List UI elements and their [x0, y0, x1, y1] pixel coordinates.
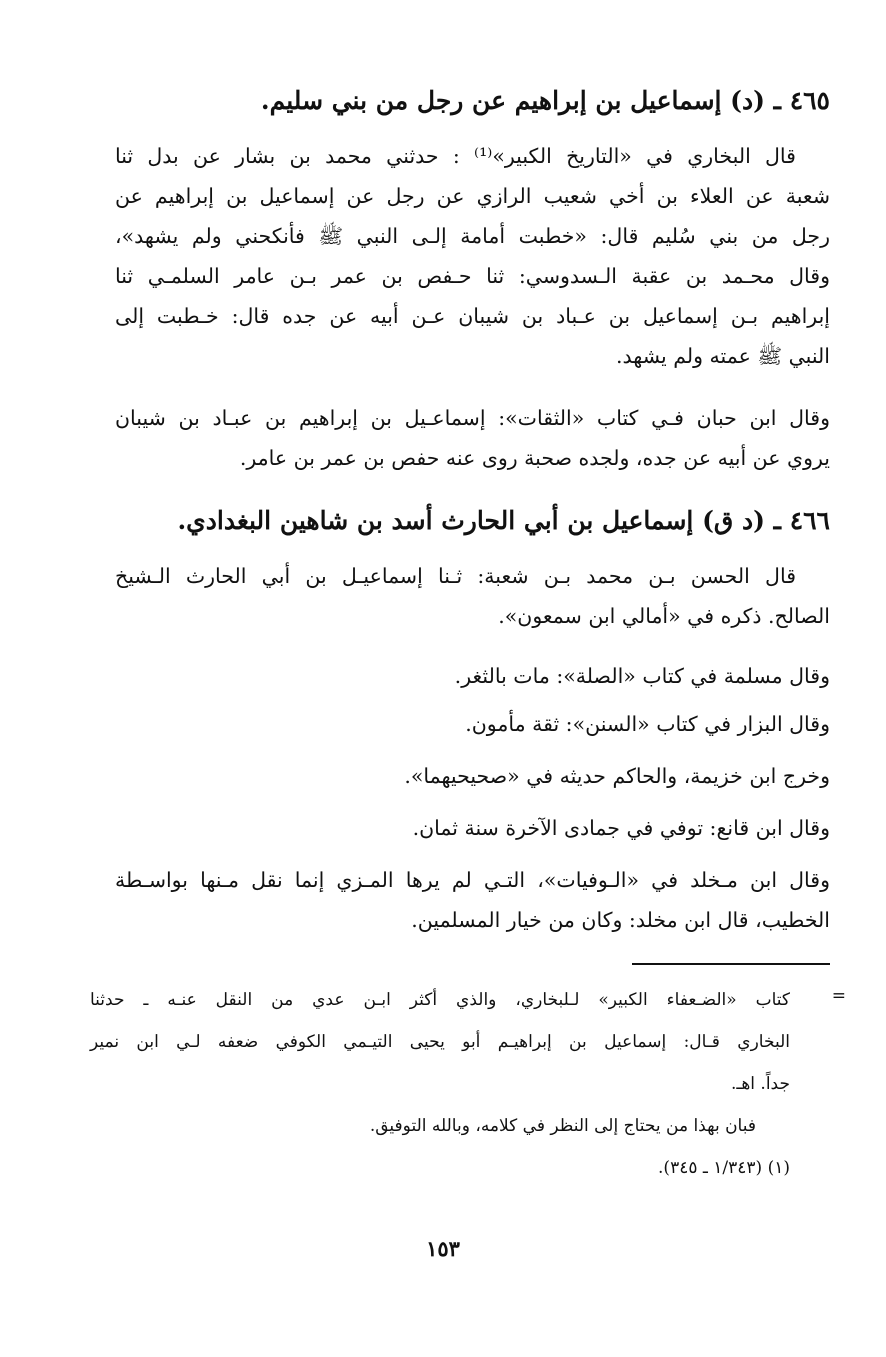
- entry-466-paragraph-4: [115, 756, 830, 796]
- entry-466-heading: [115, 502, 830, 540]
- entry-466-paragraph-3: [115, 704, 830, 744]
- footnote-line: جداً. اهـ.: [730, 1074, 790, 1094]
- entry-heading-text: ٤٦٥ ـ (د) إسماعيل بن إبراهيم عن رجل من بني سليم.: [260, 86, 830, 115]
- text-line: وقال البزار في كتاب «السنن»: ثقة مأمون.: [465, 712, 830, 736]
- text-line: النبي ﷺ عمته ولم يشهد.: [616, 344, 830, 368]
- footnote-line: فبان بهذا من يحتاج إلى النظر في كلامه، وبالله التوفيق.: [369, 1116, 756, 1136]
- text-line: وخرج ابن خزيمة، والحاكم حديثه في «صحيحيهما».: [404, 764, 830, 788]
- text-line: الصالح. ذكره في «أمالي ابن سمعون».: [498, 604, 830, 628]
- entry-466-paragraph-5: [115, 808, 830, 848]
- text-line: وقال مسلمة في كتاب «الصلة»: مات بالثغر.: [454, 664, 830, 688]
- text-line: وقال ابن قانع: توفي في جمادى الآخرة سنة ثمان.: [412, 816, 830, 840]
- footnote-line: كتاب «الضـعفاء الكبير» لـلبخاري، والذي أكثر ابـن عدي من النقل عنـه ـ حدثنا: [90, 990, 790, 1010]
- text-line: قال البخاري في «التاريخ الكبير»⁽¹⁾ : حدثني محمد بن بشار عن بدل ثنا: [115, 144, 796, 168]
- text-line: وقال ابن مـخلد في «الـوفيات»، التـي لم يرها المـزي إنما نقل مـنها بواسـطة: [115, 868, 830, 892]
- text-line: إبراهيم بـن إسماعيل بن عـباد بن شيبان عـن أبيه عن جده قال: خـطبت إلى: [115, 304, 830, 328]
- page-number: ١٥٣: [426, 1236, 460, 1261]
- footnote-continuation: [90, 979, 790, 1189]
- entry-heading-text: ٤٦٦ ـ (د ق) إسماعيل بن أبي الحارث أسد بن شاهين البغدادي.: [177, 506, 830, 535]
- footnote-continuation-mark: =: [831, 986, 846, 1006]
- text-line: الخطيب، قال ابن مخلد: وكان من خيار المسلمين.: [411, 908, 830, 932]
- footnote-divider: [632, 963, 830, 965]
- text-line: وقال محـمد بن عقبة الـسدوسي: ثنا حـفص بن عمر بـن عامر السلمـي ثنا: [115, 264, 830, 288]
- entry-465-paragraph-2: [115, 398, 830, 478]
- text-line: يروي عن أبيه عن جده، ولجده صحبة روى عنه حفص بن عمر بن عامر.: [239, 446, 830, 470]
- text-line: رجل من بني سُليم قال: «خطبت أمامة إلـى النبي ﷺ فأنكحني ولم يشهد»،: [115, 224, 830, 248]
- text-line: قال الحسن بـن محمد بـن شعبة: ثـنا إسماعيـل بن أبي الحارث الـشيخ: [115, 564, 796, 588]
- text-line: وقال ابن حبان فـي كتاب «الثقات»: إسماعـيل بن إبراهيم بن عبـاد بن شيبان: [115, 406, 830, 430]
- footnote-line: البخاري قـال: إسماعيل بن إبراهيـم أبو يحيى التيـمي الكوفي ضعفه لـي ابن نمير: [90, 1032, 790, 1052]
- entry-465-paragraph-1: [115, 136, 830, 376]
- entry-466-paragraph-2: [115, 656, 830, 696]
- footnote-1: (١) (١/٣٤٣ ـ ٣٤٥).: [658, 1158, 790, 1178]
- entry-466-paragraph-1: [115, 556, 830, 636]
- entry-465-heading: [115, 82, 830, 120]
- text-line: شعبة عن العلاء بن أخي شعيب الرازي عن رجل عن إسماعيل بن إبراهيم عن: [115, 184, 830, 208]
- entry-466-paragraph-6: [115, 860, 830, 940]
